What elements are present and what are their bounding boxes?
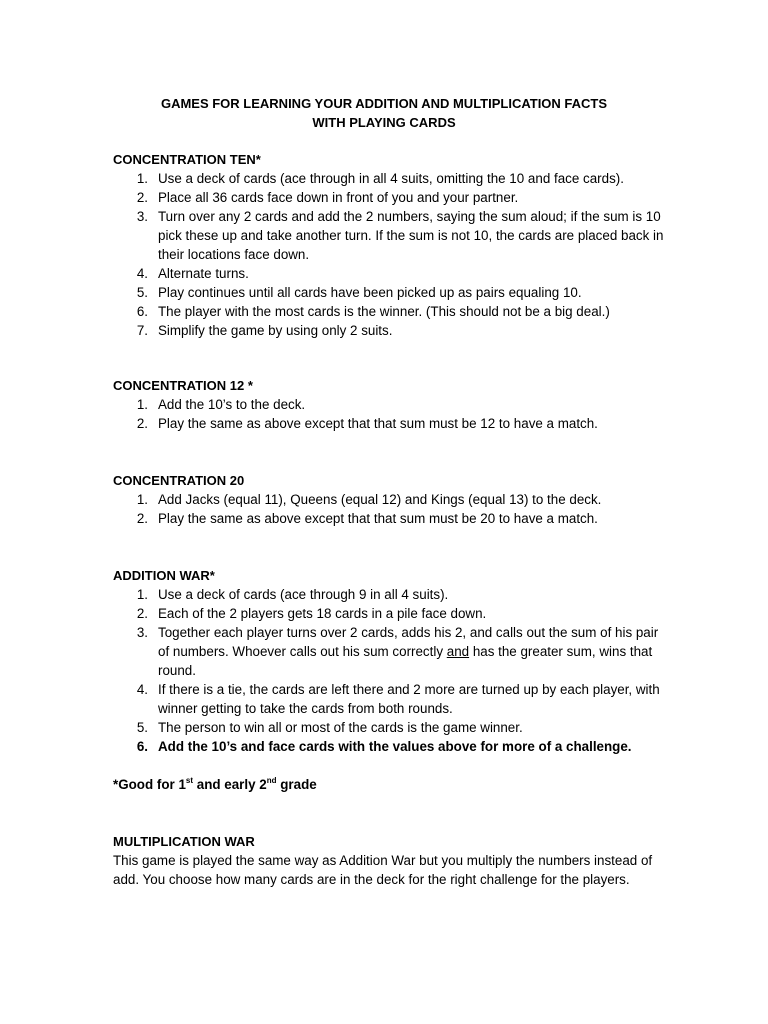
list-item bbox=[113, 509, 673, 528]
item-text: Turn over any 2 cards and add the 2 numbers, saying the sum aloud; if the sum is 10 pick these up and take another turn. If the sum is not 10, the cards are placed back in their locations face down. bbox=[158, 209, 664, 262]
document-title bbox=[0, 94, 768, 132]
list-item bbox=[113, 321, 673, 340]
item-text: Use a deck of cards (ace through in all 4 suits, omitting the 10 and face cards). bbox=[158, 171, 624, 186]
section-heading: CONCENTRATION 12 * bbox=[113, 378, 253, 393]
title-line-2: WITH PLAYING CARDS bbox=[312, 115, 456, 130]
item-text: The player with the most cards is the winner. (This should not be a big deal.) bbox=[158, 304, 610, 319]
item-number: 2. bbox=[136, 416, 148, 431]
item-text: Alternate turns. bbox=[158, 266, 249, 281]
list-item bbox=[113, 414, 673, 433]
item-text: Place all 36 cards face down in front of you and your partner. bbox=[158, 190, 519, 205]
list-item bbox=[113, 188, 673, 207]
item-number: 5. bbox=[136, 285, 148, 300]
section-concentration-ten bbox=[113, 150, 673, 340]
item-number: 7. bbox=[136, 323, 148, 338]
note-text: and early 2 bbox=[193, 777, 267, 792]
note-text: grade bbox=[276, 777, 317, 792]
item-text: Play the same as above except that that sum must be 20 to have a match. bbox=[158, 511, 598, 526]
section-multiplication-war bbox=[113, 832, 673, 889]
item-number: 4. bbox=[136, 266, 148, 281]
list-item bbox=[113, 169, 673, 188]
note-text: *Good for 1 bbox=[113, 777, 186, 792]
item-text: Play continues until all cards have been picked up as pairs equaling 10. bbox=[158, 285, 582, 300]
item-text: Use a deck of cards (ace through 9 in all 4 suits). bbox=[158, 587, 449, 602]
list-item bbox=[113, 302, 673, 321]
item-number: 2. bbox=[136, 511, 148, 526]
section-paragraph: This game is played the same way as Addition War but you multiply the numbers instead of add. You choose how many cards are in the deck for the right challenge for the players. bbox=[113, 853, 653, 887]
section-heading: CONCENTRATION TEN* bbox=[113, 152, 261, 167]
list-item bbox=[113, 680, 673, 718]
rules-list bbox=[113, 585, 673, 756]
item-text: If there is a tie, the cards are left there and 2 more are turned up by each player, with winner getting to take the cards from both rounds. bbox=[158, 682, 660, 716]
list-item bbox=[113, 395, 673, 414]
item-number: 3. bbox=[136, 625, 148, 640]
note-superscript: nd bbox=[266, 776, 277, 785]
rules-list bbox=[113, 490, 673, 528]
list-item bbox=[113, 207, 673, 264]
underlined-word: and bbox=[446, 644, 470, 659]
list-item bbox=[113, 283, 673, 302]
list-item bbox=[113, 737, 673, 756]
item-number: 6. bbox=[136, 739, 148, 754]
item-number: 2. bbox=[136, 190, 148, 205]
item-number: 1. bbox=[136, 492, 148, 507]
section-heading: ADDITION WAR* bbox=[113, 568, 215, 583]
list-item bbox=[113, 264, 673, 283]
item-text bbox=[158, 623, 673, 680]
title-line-1: GAMES FOR LEARNING YOUR ADDITION AND MULTIPLICATION FACTS bbox=[160, 96, 608, 111]
item-text: Add the 10’s and face cards with the values above for more of a challenge. bbox=[158, 739, 632, 754]
item-text: Play the same as above except that that sum must be 12 to have a match. bbox=[158, 416, 598, 431]
item-text: Simplify the game by using only 2 suits. bbox=[158, 323, 393, 338]
rules-list bbox=[113, 395, 673, 433]
item-text-part: Together each player turns over 2 cards, adds his 2, and calls out the sum of his pair of numbers. Whoever calls out his sum correctly bbox=[158, 625, 659, 659]
section-addition-war bbox=[113, 566, 673, 756]
list-item bbox=[113, 604, 673, 623]
item-text: Add Jacks (equal 11), Queens (equal 12) and Kings (equal 13) to the deck. bbox=[158, 492, 602, 507]
item-text-part: has the greater sum, wins that round. bbox=[158, 644, 653, 678]
item-number: 1. bbox=[136, 397, 148, 412]
list-item bbox=[113, 490, 673, 509]
item-text: Each of the 2 players gets 18 cards in a pile face down. bbox=[158, 606, 487, 621]
list-item bbox=[113, 623, 673, 680]
note-superscript: st bbox=[185, 776, 194, 785]
item-number: 2. bbox=[136, 606, 148, 621]
item-number: 1. bbox=[136, 171, 148, 186]
item-text: The person to win all or most of the cards is the game winner. bbox=[158, 720, 523, 735]
item-number: 3. bbox=[136, 209, 148, 224]
section-concentration-20 bbox=[113, 471, 673, 528]
section-heading: MULTIPLICATION WAR bbox=[113, 834, 255, 849]
list-item bbox=[113, 585, 673, 604]
section-concentration-12 bbox=[113, 376, 673, 433]
item-number: 5. bbox=[136, 720, 148, 735]
item-number: 4. bbox=[136, 682, 148, 697]
item-number: 1. bbox=[136, 587, 148, 602]
section-heading: CONCENTRATION 20 bbox=[113, 473, 245, 488]
rules-list bbox=[113, 169, 673, 340]
item-text: Add the 10’s to the deck. bbox=[158, 397, 306, 412]
grade-note bbox=[113, 775, 317, 794]
item-number: 6. bbox=[136, 304, 148, 319]
list-item bbox=[113, 718, 673, 737]
